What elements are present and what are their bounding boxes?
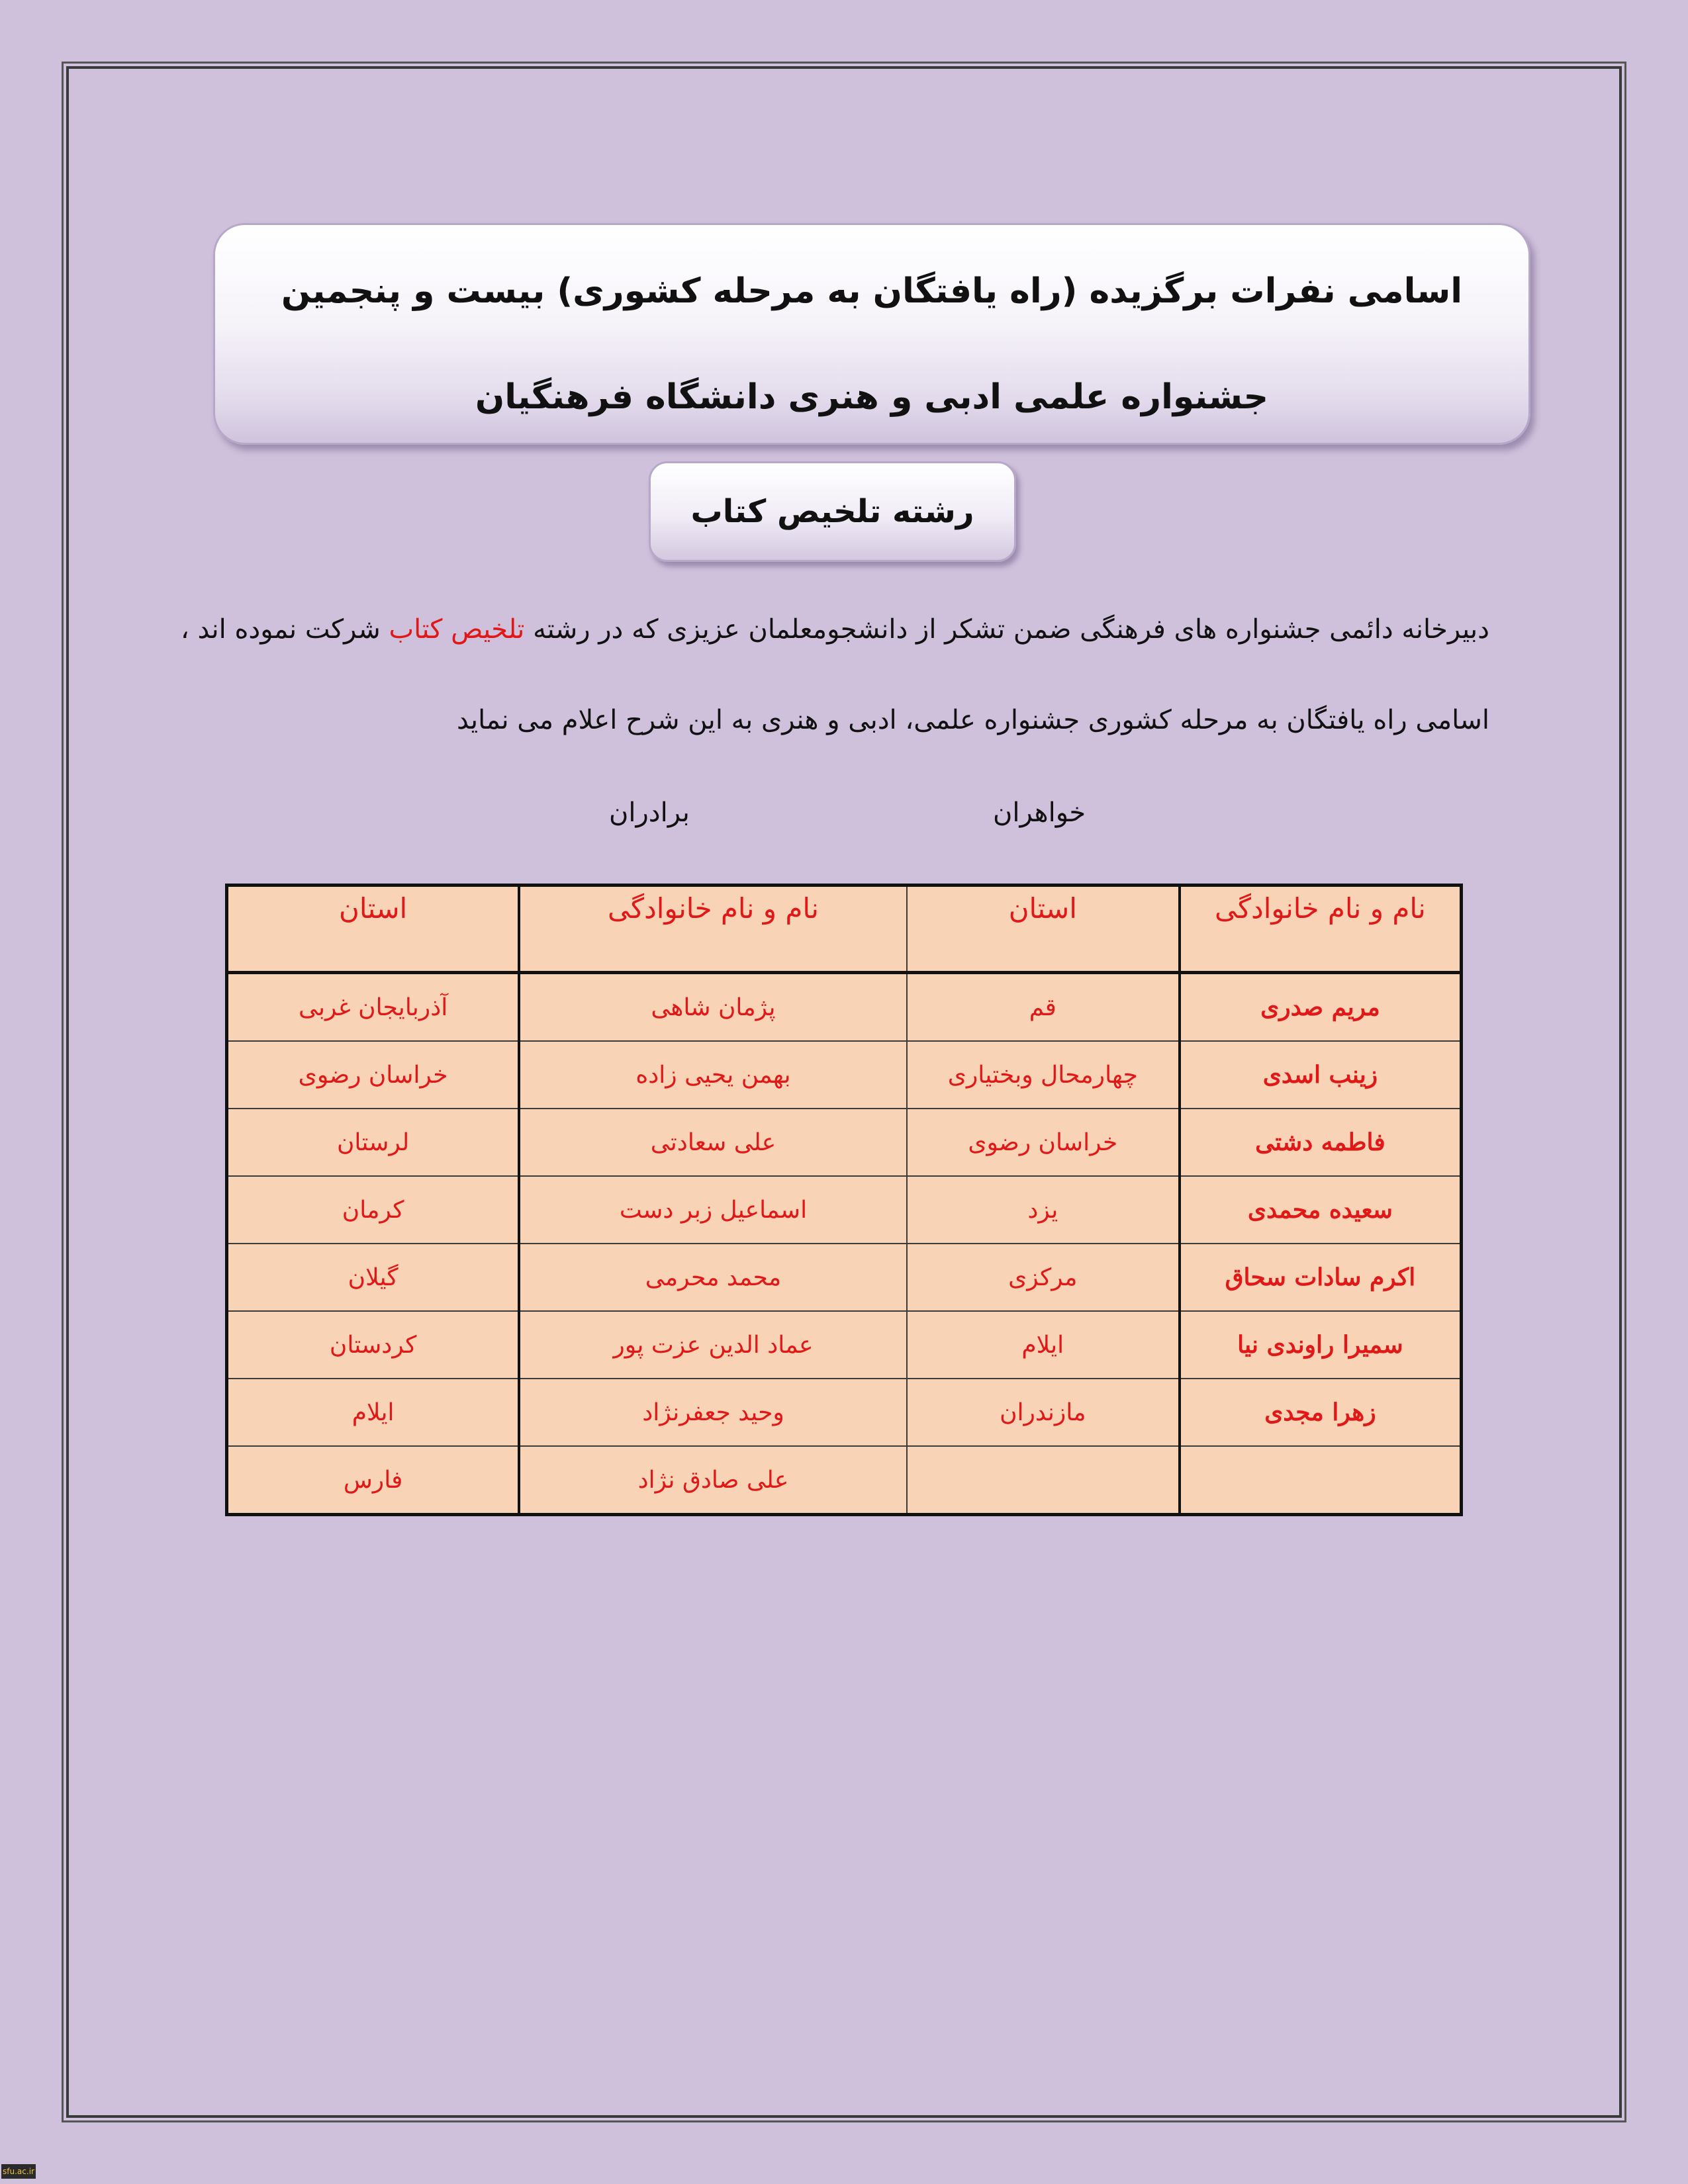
table-row — [227, 1311, 1462, 1379]
sister-province-cell: خراسان رضوی — [907, 1109, 1180, 1176]
title-line-2: جشنواره علمی ادبی و هنری دانشگاه فرهنگیان — [475, 377, 1269, 417]
brother-name-cell: محمد محرمی — [519, 1244, 906, 1311]
brothers-label: برادران — [609, 797, 690, 828]
brother-province-cell: لرستان — [227, 1109, 520, 1176]
table-row — [227, 1379, 1462, 1446]
intro-text-start: دبیرخانه دائمی جشنواره های فرهنگی ضمن تشکر از دانشجومعلمان عزیزی که در رشته — [533, 614, 1489, 645]
table-row — [227, 1244, 1462, 1311]
sister-province-cell: ایلام — [907, 1311, 1180, 1379]
subject-title: رشته تلخیص کتاب — [690, 493, 974, 530]
brother-name-cell: اسماعیل زبر دست — [519, 1176, 906, 1244]
table-row — [227, 1041, 1462, 1109]
table-row — [227, 1176, 1462, 1244]
brother-province-cell: خراسان رضوی — [227, 1041, 520, 1109]
table-row — [227, 1109, 1462, 1176]
header-brother-name: نام و نام خانوادگی — [519, 886, 906, 973]
brother-name-cell: بهمن یحیی زاده — [519, 1041, 906, 1109]
intro-text-end: شرکت نموده اند ، — [180, 614, 381, 645]
brother-province-cell: گیلان — [227, 1244, 520, 1311]
table-row — [227, 973, 1462, 1042]
title-line-1: اسامی نفرات برگزیده (راه یافتگان به مرحله کشوری) بیست و پنجمین — [281, 271, 1463, 311]
watermark-logo: sfu.ac.ir — [1, 2164, 36, 2179]
sister-name-cell: سمیرا راوندی نیا — [1180, 1311, 1462, 1379]
brother-province-cell: کردستان — [227, 1311, 520, 1379]
header-sister-name: نام و نام خانوادگی — [1180, 886, 1462, 973]
table-row — [227, 1446, 1462, 1515]
subject-banner — [649, 461, 1016, 562]
intro-highlight: تلخیص کتاب — [389, 614, 525, 645]
intro-paragraph-2: اسامی راه یافتگان به مرحله کشوری جشنواره علمی، ادبی و هنری به این شرح اعلام می نماید — [457, 705, 1489, 735]
header-brother-province: استان — [227, 886, 520, 973]
brother-province-cell: آذربایجان غربی — [227, 973, 520, 1042]
header-sister-province: استان — [907, 886, 1180, 973]
brother-name-cell: وحید جعفرنژاد — [519, 1379, 906, 1446]
table-header-row — [227, 886, 1462, 973]
sister-province-cell: مازندران — [907, 1379, 1180, 1446]
sister-name-cell: فاطمه دشتی — [1180, 1109, 1462, 1176]
sister-province-cell — [907, 1446, 1180, 1515]
sister-province-cell: مرکزی — [907, 1244, 1180, 1311]
intro-paragraph-1 — [181, 614, 1489, 645]
sister-province-cell: چهارمحال وبختیاری — [907, 1041, 1180, 1109]
sister-name-cell: مریم صدری — [1180, 973, 1462, 1042]
brother-name-cell: علی صادق نژاد — [519, 1446, 906, 1515]
title-banner — [213, 223, 1530, 445]
brother-province-cell: فارس — [227, 1446, 520, 1515]
brother-name-cell: عماد الدین عزت پور — [519, 1311, 906, 1379]
sister-name-cell: زینب اسدی — [1180, 1041, 1462, 1109]
sister-province-cell: یزد — [907, 1176, 1180, 1244]
brother-name-cell: پژمان شاهی — [519, 973, 906, 1042]
sister-name-cell: اکرم سادات سحاق — [1180, 1244, 1462, 1311]
sister-name-cell — [1180, 1446, 1462, 1515]
sister-name-cell: سعیده محمدی — [1180, 1176, 1462, 1244]
brother-province-cell: ایلام — [227, 1379, 520, 1446]
sisters-label: خواهران — [993, 797, 1086, 828]
results-table — [225, 884, 1463, 1516]
brother-name-cell: علی سعادتی — [519, 1109, 906, 1176]
sister-name-cell: زهرا مجدی — [1180, 1379, 1462, 1446]
brother-province-cell: کرمان — [227, 1176, 520, 1244]
sister-province-cell: قم — [907, 973, 1180, 1042]
